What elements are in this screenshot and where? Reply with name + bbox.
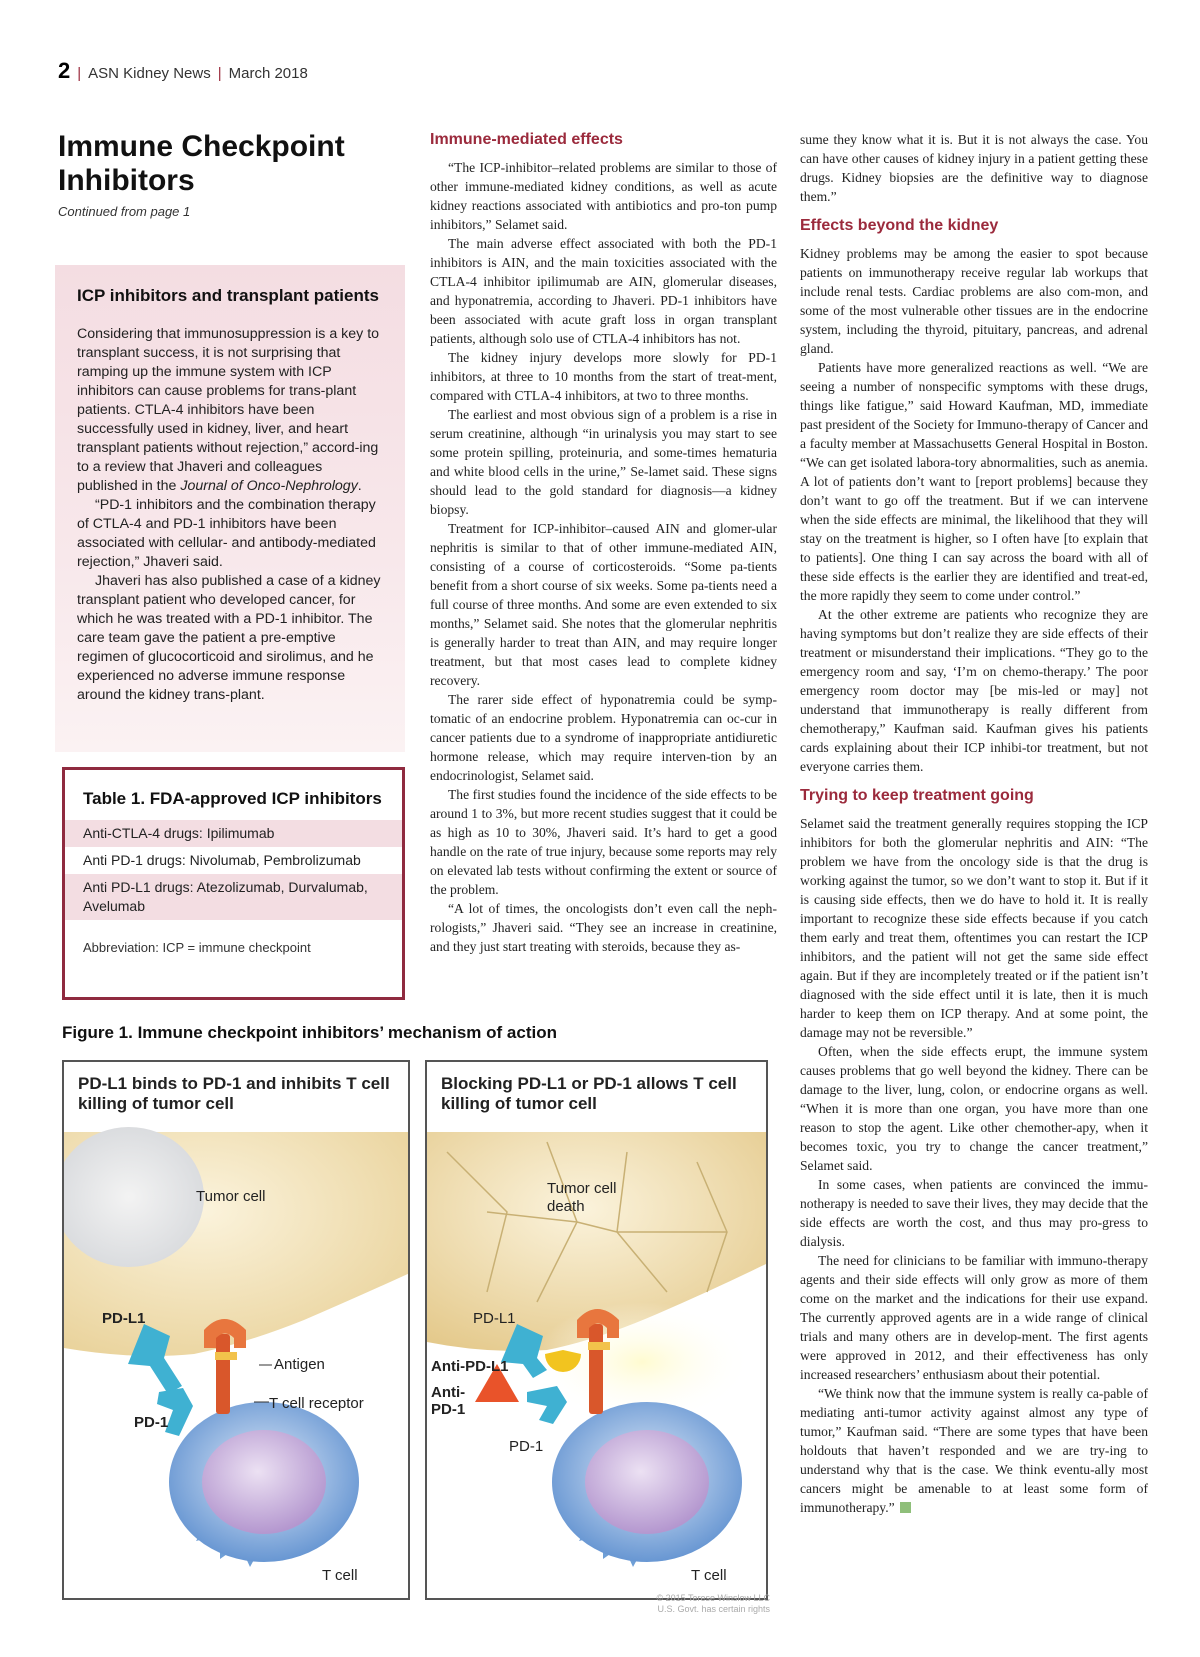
section-heading: Effects beyond the kidney bbox=[800, 217, 999, 234]
figure-title: Figure 1. Immune checkpoint inhibitors’ mechanism of action bbox=[62, 1023, 557, 1042]
sidebar-paragraph: Jhaveri has also published a case of a kidney transplant patient who developed cancer, for which he was treated with a PD-1 inhibitor. The care team gave the patient a pre-emptive regimen of glucocorticoid and sirolimus, and he experienced no adverse immune response around the kidney trans-plant. bbox=[77, 573, 381, 703]
paragraph: Treatment for ICP-inhibitor–caused AIN and glomer-ular nephritis is similar to that of other immune-mediated AIN, consisting of a course of corticosteroids. “Some pa-tients benefit from a short course of six weeks. Some pa-tients need a full course of three months. And some are even extended to six months,” Selamet said. She notes that the glomerular nephritis is generally harder to treat than AIN, and may require longer treatment, but that most cases lead to complete kidney recovery. bbox=[430, 521, 777, 688]
article-column-3 bbox=[800, 130, 1148, 1517]
table-abbreviation: Abbreviation: ICP = immune checkpoint bbox=[83, 940, 311, 955]
sidebar-transplant bbox=[55, 265, 405, 752]
paragraph: The first studies found the incidence of the side effects to be around 1 to 3%, but more recent studies suggest that it could be as high as 10 to 30%, Jhaveri said. It’s hard to get a good handle on the rate of true injury, because some reports may rely on elevated lab tests without confirming the extent or source of the problem. bbox=[430, 787, 777, 897]
label-t-cell: T cell bbox=[322, 1567, 358, 1584]
paragraph: At the other extreme are patients who recognize they are having symptoms but don’t realize they are side effects of their treatment or misunderstand their implications. “They go to the emergency room and say, ‘I’m on chemo-therapy.’ The poor emergency room doctor may [be mis-led or may] not understand that immunotherapy is really different from chemotherapy,” Kaufman said. Kaufman gives his patients cards explaining about their ICP inhibi-tor treatment, but not everyone carries them. bbox=[800, 607, 1148, 774]
paragraph: “We think now that the immune system is really ca-pable of mediating anti-tumor activity against almost any type of tumor,” Kaufman said. “There are some types that have been holdouts that haven’t responded and we are try-ing to understand why that is the case. We think eventu-ally most cancers might be amenable to at least some form of immunotherapy.” bbox=[800, 1386, 1148, 1515]
mechanism-illustration-right bbox=[427, 1062, 768, 1600]
paragraph: The rarer side effect of hyponatremia could be symp-tomatic of an endocrine problem. Hyponatremia can oc-cur in cancer patients due to a syndrome of inappropriate antidiuretic hormone release, which may require interven-tion by an endocrinologist, Selamet said. bbox=[430, 692, 777, 783]
article-column-2 bbox=[430, 130, 777, 956]
sidebar-paragraph: “PD-1 inhibitors and the combination therapy of CTLA-4 and PD-1 inhibitors have been associated with cellular- and antibody-mediated rejection,” Jhaveri said. bbox=[77, 497, 376, 570]
label-t-cell: T cell bbox=[691, 1567, 727, 1584]
label-pd1: PD-1 bbox=[509, 1438, 544, 1455]
running-head bbox=[58, 58, 308, 84]
tcell-nucleus bbox=[585, 1430, 709, 1534]
sidebar-paragraph: Considering that immunosuppression is a key to transplant success, it is not surprising that ramping up the immune system with ICP inhibitors can cause problems for trans-plant patients. CTLA-4 inhibitors have been successfully used in kidney, liver, and heart transplant patients without rejection,” accord-ing to a review that Jhaveri and colleagues published in the Journal of Onco-Nephrology. bbox=[77, 326, 380, 494]
publication-name: ASN Kidney News bbox=[88, 65, 211, 82]
paragraph: The kidney injury develops more slowly for PD-1 inhibitors, at three to 10 months from the start of treat-ment, compared with CTLA-4 inhibitors, at two to three months. bbox=[430, 350, 777, 403]
table-title: Table 1. FDA-approved ICP inhibitors bbox=[83, 789, 382, 808]
section-heading: Immune-mediated effects bbox=[430, 131, 623, 148]
left-panel-title: PD-L1 binds to PD-1 and inhibits T cell killing of tumor cell bbox=[78, 1074, 390, 1113]
paragraph: In some cases, when patients are convinced the immu-notherapy is needed to save their lives, they may decide that the side effects are worth the cost, and thus may pro-gress to dialysis. bbox=[800, 1177, 1148, 1249]
paragraph: Kidney problems may be among the easier to spot because patients on immunotherapy receive regular lab workups that include renal tests. Cardiac problems are also com-mon, and some of the most vulnerable other tissues are in the endocrine system, including the thyroid, pituitary, pancreas, and adrenal gland. bbox=[800, 246, 1148, 356]
table-row: Anti PD-L1 drugs: Atezolizumab, Durvalumab, Avelumab bbox=[65, 874, 402, 920]
tcr-receptor bbox=[589, 1324, 603, 1414]
paragraph: sume they know what it is. But it is not always the case. You can have other causes of kidney injury in a patient getting these drugs. Kidney biopsies are the definitive way to diagnose them.” bbox=[800, 132, 1148, 204]
label-pdl1: PD-L1 bbox=[102, 1310, 146, 1327]
label-anti-pdl1: Anti-PD-L1 bbox=[431, 1358, 509, 1375]
sidebar-heading: ICP inhibitors and transplant patients bbox=[77, 286, 379, 305]
paragraph: “A lot of times, the oncologists don’t even call the neph-rologists,” Jhaveri said. “They see an increase in creatinine, and they just start treating with steroids, because they as- bbox=[430, 901, 777, 954]
label-t-cell-receptor: T cell receptor bbox=[269, 1395, 364, 1412]
paragraph: The need for clinicians to be familiar with immuno-therapy agents and their side effects will only grow as more of them come on the market and the indications for their use expand. The currently approved agents are in a wide range of clinical trials and many others are in develop-ment. The first agents were approved in 2012, and their effectiveness has only increased researchers’ enthusiasm about their potential. bbox=[800, 1253, 1148, 1382]
paragraph: Patients have more generalized reactions as well. “We are seeing a number of nonspecific symptoms with these drugs, things like fatigue,” said Howard Kaufman, MD, immediate past president of the Society for Immuno-therapy of Cancer and a faculty member at Massachusetts General Hospital in Boston. “We can get isolated labora-tory abnormalities, such as anemia. A lot of patients don’t want to [report problems] because they don’t want to go off the treatment. But if we can intervene when the side effects are minimal, the likelihood that they will stay on the treatment is higher, so I often have [to explain that to patients]. One thing I can say across the board with all of these side effects is the earlier they are identified and treat-ed, the more rapidly they seem to come under control.” bbox=[800, 360, 1148, 603]
label-antigen: Antigen bbox=[274, 1356, 325, 1373]
table-row: Anti PD-1 drugs: Nivolumab, Pembrolizumab bbox=[83, 852, 361, 868]
tcell-nucleus bbox=[202, 1430, 326, 1534]
right-panel-title: Blocking PD-L1 or PD-1 allows T cell killing of tumor cell bbox=[441, 1074, 737, 1113]
paragraph: Selamet said the treatment generally requires stopping the ICP inhibitors for both the glomerular nephritis and AIN: “The problem we have from the oncology side is that the drug is working against the tumor, so we don’t want to stop it. But if it is causing side effects, then we do have to hold it. It is really important to recognize these side effects because if you catch them early and treat them, oftentimes you can restart the ICP inhibitors, and the patient will not get the same side effect again. But if they are incompletely treated or if the patient isn’t diagnosed with the side effect until it is late, then it is much harder to keep them on ICP therapy. And at some point, the damage may not be reversible.” bbox=[800, 816, 1148, 1040]
mechanism-illustration-left bbox=[64, 1062, 410, 1600]
paragraph: The main adverse effect associated with both the PD-1 inhibitors is AIN, and the main toxicities associated with the CTLA-4 inhibitor ipilimumab are AIN, glomerular diseases, and hyponatremia, according to Jhaveri. PD-1 inhibitors have been associated with acute graft loss in organ transplant patients, although solo use of CTLA-4 inhibitors has not. bbox=[430, 236, 777, 346]
table-row: Anti-CTLA-4 drugs: Ipilimumab bbox=[65, 820, 402, 847]
journal-name: Journal of Onco-Nephrology bbox=[180, 478, 358, 494]
page-number: 2 bbox=[58, 58, 71, 83]
paragraph: The earliest and most obvious sign of a problem is a rise in serum creatinine, although “in urinalysis you may start to see some protein spilling, proteinuria, and some-times hematuria and white blood cells in the urine,” Se-lamet said. These signs should lead to the gold standard for diagnosis—a kidney biopsy. bbox=[430, 407, 777, 517]
divider: | bbox=[217, 65, 222, 82]
issue-date: March 2018 bbox=[228, 65, 308, 82]
section-heading: Trying to keep treatment going bbox=[800, 787, 1034, 804]
paragraph: “The ICP-inhibitor–related problems are similar to those of other immune-mediated kidney conditions, as well as acute kidney reactions associated with antibiotics and pro-ton pump inhibitors,” Selamet said. bbox=[430, 160, 777, 232]
figure-credit: © 2015 Terese Winslow LLC U.S. Govt. has certain rights bbox=[656, 1593, 770, 1614]
paragraph: Often, when the side effects erupt, the immune system causes problems that go well beyond the kidney. There can be damage to the liver, lung, colon, or endocrine organs as well. “When it is more than one organ, you have more than one reason to stop the agent. Like other chemother-apy, when it becomes toxic, you try to change the cancer treatment,” Selamet said. bbox=[800, 1044, 1148, 1173]
figure-panel-left bbox=[62, 1060, 410, 1600]
fda-approved-table bbox=[62, 767, 405, 1000]
divider: | bbox=[77, 65, 82, 82]
figure-panel-right bbox=[425, 1060, 768, 1600]
continued-note: Continued from page 1 bbox=[58, 204, 191, 219]
label-pdl1: PD-L1 bbox=[473, 1310, 516, 1327]
tcr-receptor bbox=[216, 1334, 230, 1414]
label-anti-pd1: Anti-PD-1 bbox=[431, 1384, 466, 1418]
label-pd1: PD-1 bbox=[134, 1414, 169, 1431]
label-tumor-cell-death: Tumor cell death bbox=[547, 1180, 617, 1215]
end-mark-icon bbox=[900, 1502, 911, 1513]
label-tumor-cell: Tumor cell bbox=[196, 1188, 266, 1205]
article-title: Immune Checkpoint Inhibitors bbox=[58, 130, 345, 197]
